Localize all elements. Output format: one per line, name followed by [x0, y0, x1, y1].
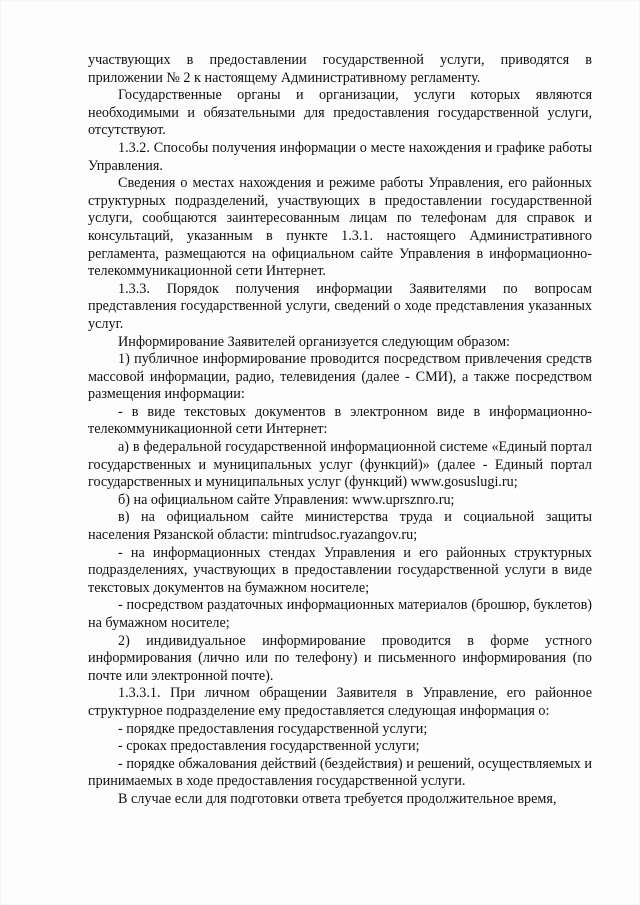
paragraph-official-site: б) на официальном сайте Управления: www.uprsznro.ru;: [118, 491, 455, 508]
list-item-procedure: - порядке предоставления государственной услуги;: [118, 720, 428, 737]
paragraph-location-info: Сведения о местах нахождения и режиме работы Управления, его районных структурных подразделений, участвующих в предоставлении государственной услуги, сообщаются заинтересованным лицам по телефонам для справок и консультаций, указанным в пункте 1.3.1. настоящего Административного регламента, размещаются на официальном сайте Управления в информационно-телекоммуникационной сети Интернет.: [88, 175, 592, 280]
paragraph-continuation: участвующих в предоставлении государственной услуги, приводятся в приложении № 2 к настоящему Административному регламенту.: [88, 52, 592, 86]
list-item-terms: - сроках предоставления государственной услуги;: [118, 738, 420, 755]
paragraph-individual-informing: 2) индивидуальное информирование проводится в форме устного информирования (лично или по телефону) и письменного информирования (по почте или электронной почте).: [88, 632, 592, 684]
list-item-appeal: - порядке обжалования действий (бездействия) и решений, осуществляемых и принимаемых в ходе предоставления государственной услуги.: [88, 755, 592, 790]
paragraph-unified-portal: а) в федеральной государственной информационной системе «Единый портал государственных и муниципальных услуг (функций)» (далее - Единый портал государственных и муниципальных услуг (функций) www.gosuslugi.ru;: [88, 439, 592, 491]
paragraph-1-3-3-1-personal: 1.3.3.1. При личном обращении Заявителя в Управление, его районное структурное подразделение ему предоставляется следующая информация о:: [88, 685, 592, 719]
paragraph-informing-organized: Информирование Заявителей организуется следующим образом:: [118, 333, 510, 350]
paragraph-public-informing: 1) публичное информирование проводится посредством привлечения средств массовой информации, радио, телевидения (далее - СМИ), а также посредством размещения информации:: [88, 351, 592, 403]
paragraph-ministry-site: в) на официальном сайте министерства труда и социальной защиты населения Рязанской области: mintrudsoc.ryazangov.ru;: [88, 509, 592, 544]
paragraph-electronic-docs: - в виде текстовых документов в электронном виде в информационно-телекоммуникационной сети Интернет:: [88, 403, 592, 438]
document-body: [88, 52, 592, 809]
paragraph-info-stands: - на информационных стендах Управления и его районных структурных подразделениях, участвующих в предоставлении государственной услуги в виде текстовых документов на бумажном носителе;: [88, 544, 592, 596]
paragraph-1-3-3-heading: 1.3.3. Порядок получения информации Заявителями по вопросам представления государственной услуги, сведений о ходе представления указанных услуг.: [88, 280, 592, 332]
paragraph-long-response: В случае если для подготовки ответа требуется продолжительное время,: [118, 790, 557, 807]
paragraph-government-bodies: Государственные органы и организации, услуги которых являются необходимыми и обязательными для предоставления государственной услуги, отсутствуют.: [88, 87, 592, 139]
paragraph-handouts: - посредством раздаточных информационных материалов (брошюр, буклетов) на бумажном носителе;: [88, 597, 592, 631]
paragraph-1-3-2-heading: 1.3.2. Способы получения информации о месте нахождения и графике работы Управления.: [88, 139, 592, 174]
